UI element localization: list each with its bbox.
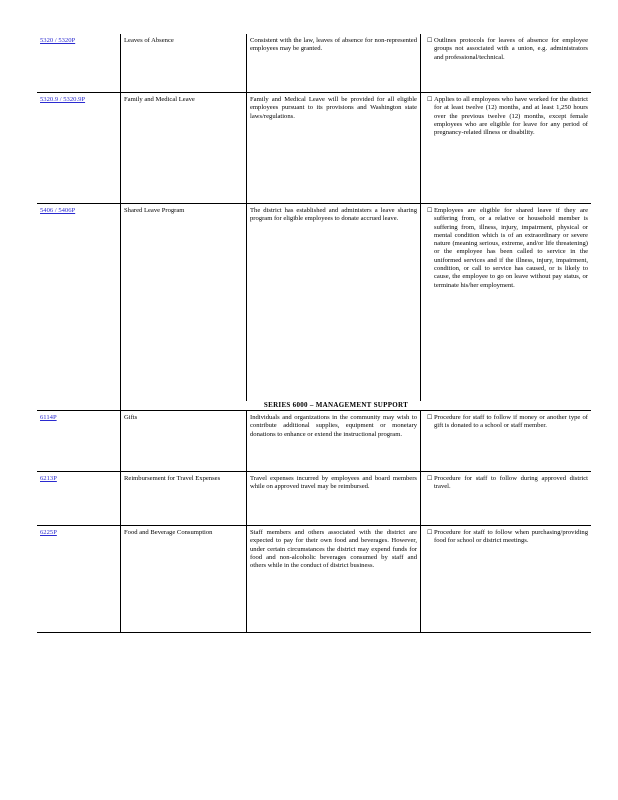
policy-code-link[interactable]: 5406 / 5406P	[40, 207, 76, 214]
policy-notes	[421, 411, 591, 471]
table-row	[37, 34, 591, 93]
policy-note-text: Employees are eligible for shared leave if they are suffering from, or a relative or household member is suffering from, illness, injury, impairment, physical or mental condition which is of an extraordinary or severe nature (meaning serious, extreme, and/or life threatening) or the employee has been called to service in the uniformed services and if the illness, injury, impairment, condition, or call to service has caused, or is likely to cause, the employee to go on leave without pay status, or terminate his/her employment.	[434, 207, 588, 289]
policy-title: Gifts	[121, 411, 247, 471]
policy-code-cell	[37, 34, 121, 92]
policy-notes	[421, 204, 591, 401]
policy-notes	[421, 526, 591, 632]
policy-code-cell	[37, 472, 121, 525]
policy-code-link[interactable]: 6225P	[40, 529, 57, 536]
policy-table	[37, 34, 591, 633]
table-row	[37, 472, 591, 526]
policy-notes	[421, 472, 591, 525]
policy-code-cell	[37, 411, 121, 471]
policy-note-text: Applies to all employees who have worked for the district for at least twelve (12) months, and at least 1,250 hours over the previous twelve (12) months, except female employees who are eligible for leave for any period of pregnancy-related illness or disability.	[434, 96, 588, 137]
policy-title: Shared Leave Program	[121, 204, 247, 401]
policy-title: Leaves of Absence	[121, 34, 247, 92]
policy-code-link[interactable]: 6213P	[40, 475, 57, 482]
policy-code-cell	[37, 204, 121, 401]
policy-note-text: Procedure for staff to follow when purchasing/providing food for school or district meetings.	[434, 529, 588, 545]
table-row	[37, 526, 591, 633]
policy-notes	[421, 34, 591, 92]
checkbox-bullet-icon: ☐	[427, 414, 433, 421]
series-header-row	[37, 401, 591, 410]
policy-description: Staff members and others associated with the district are expected to pay for their own food and beverages. However, under certain circumstances the district may expend funds for food and non-alcoholic beverages consumed by staff and others while in the conduct of district business.	[247, 526, 421, 632]
policy-description: Travel expenses incurred by employees and board members while on approved travel may be reimbursed.	[247, 472, 421, 525]
checkbox-bullet-icon: ☐	[427, 529, 433, 536]
policy-description: Individuals and organizations in the community may wish to contribute additional supplies, equipment or monetary donations to enhance or extend the instructional program.	[247, 411, 421, 471]
policy-note-text: Outlines protocols for leaves of absence for employee groups not associated with a union, e.g. administrators and professional/technical.	[434, 37, 588, 61]
checkbox-bullet-icon: ☐	[427, 37, 433, 44]
policy-note-text: Procedure for staff to follow during approved district travel.	[434, 475, 588, 491]
policy-description: Consistent with the law, leaves of absence for non-represented employees may be granted.	[247, 34, 421, 92]
policy-code-link[interactable]: 5320.9 / 5320.9P	[40, 96, 86, 103]
series-heading: SERIES 6000 – MANAGEMENT SUPPORT	[263, 401, 409, 409]
policy-code-cell	[37, 526, 121, 632]
policy-note-text: Procedure for staff to follow if money or another type of gift is donated to a school or staff member.	[434, 414, 588, 430]
policy-title: Reimbursement for Travel Expenses	[121, 472, 247, 525]
checkbox-bullet-icon: ☐	[427, 96, 433, 103]
table-row	[37, 93, 591, 204]
policy-code-cell	[37, 93, 121, 203]
policy-description: Family and Medical Leave will be provided for all eligible employees pursuant to its provisions and Washington state laws/regulations.	[247, 93, 421, 203]
table-row	[37, 410, 591, 472]
checkbox-bullet-icon: ☐	[427, 475, 433, 482]
checkbox-bullet-icon: ☐	[427, 207, 433, 214]
policy-title: Food and Beverage Consumption	[121, 526, 247, 632]
policy-code-link[interactable]: 5320 / 5320P	[40, 37, 76, 44]
policy-code-link[interactable]: 6114P	[40, 414, 57, 421]
table-row	[37, 204, 591, 401]
policy-title: Family and Medical Leave	[121, 93, 247, 203]
policy-description: The district has established and administers a leave sharing program for eligible employees to donate accrued leave.	[247, 204, 421, 401]
policy-notes	[421, 93, 591, 203]
